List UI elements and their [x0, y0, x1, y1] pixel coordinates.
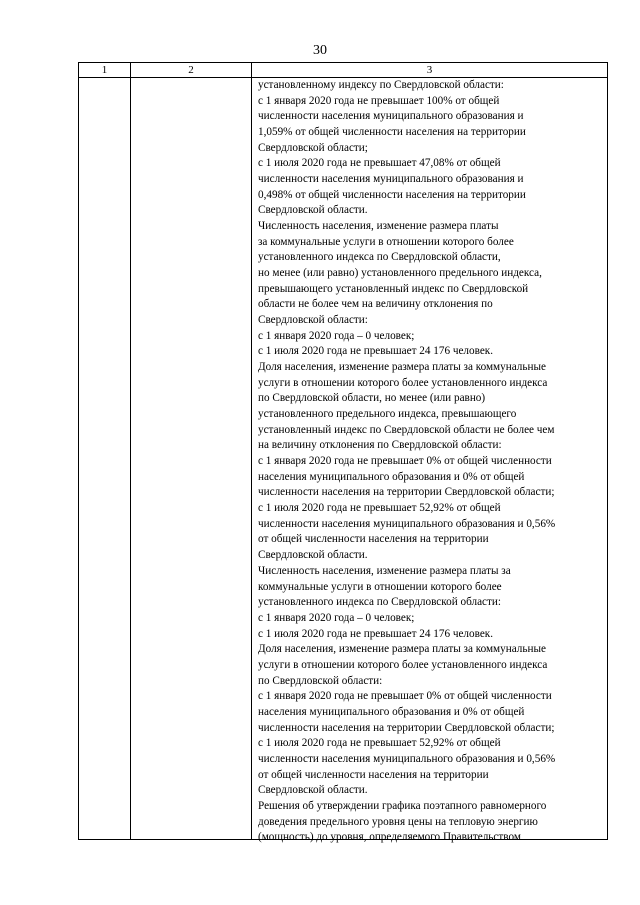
text-line: Свердловской области: — [258, 314, 368, 327]
text-line: с 1 июля 2020 года не превышает 24 176 человек. — [258, 345, 494, 358]
text-line: услуги в отношении которого более установленного индекса — [258, 376, 548, 389]
text-line: с 1 января 2020 года не превышает 100% от общей — [258, 94, 500, 107]
text-line: с 1 июля 2020 года не превышает 24 176 человек. — [258, 627, 494, 640]
text-line: коммунальные услуги в отношении которого более — [258, 580, 502, 593]
text-line: Численность населения, изменение размера платы — [258, 220, 499, 233]
text-line: Доля населения, изменение размера платы за коммунальные — [258, 643, 546, 656]
text-line: с 1 января 2020 года – 0 человек; — [258, 611, 415, 624]
text-line: населения муниципального образования и 0% от общей — [258, 470, 525, 483]
text-line: Численность населения, изменение размера платы за — [258, 564, 511, 577]
column-header-2: 2 — [188, 64, 194, 76]
text-line: с 1 июля 2020 года не превышает 52,92% от общей — [258, 737, 501, 750]
text-line: Свердловской области; — [258, 141, 368, 154]
text-line: (мощность) до уровня, определяемого Правительством — [258, 831, 521, 844]
text-line: области не более чем на величину отклонения по — [258, 298, 493, 311]
text-line: по Свердловской области, но менее (или равно) — [258, 392, 486, 405]
text-line: 0,498% от общей численности населения на территории — [258, 188, 526, 201]
text-line: с 1 января 2020 года не превышает 0% от общей численности — [258, 455, 552, 468]
text-line: превышающего установленный индекс по Свердловской — [258, 282, 529, 295]
text-line: Свердловской области. — [258, 549, 368, 562]
text-line: установленный индекс по Свердловской области не более чем — [258, 423, 555, 436]
text-line: по Свердловской области: — [258, 674, 383, 687]
text-line: с 1 июля 2020 года не превышает 52,92% от общей — [258, 502, 501, 515]
text-line: установленного индекса по Свердловской области: — [258, 596, 502, 609]
column-3-text — [258, 78, 608, 846]
text-line: населения муниципального образования и 0% от общей — [258, 705, 525, 718]
text-line: Свердловской области. — [258, 204, 368, 217]
text-line: доведения предельного уровня цены на тепловую энергию — [258, 815, 538, 828]
text-line: с 1 января 2020 года – 0 человек; — [258, 329, 415, 342]
text-line: Свердловской области. — [258, 784, 368, 797]
text-line: численности населения муниципального образования и — [258, 173, 524, 186]
text-line: 1,059% от общей численности населения на территории — [258, 126, 526, 139]
text-line: Доля населения, изменение размера платы за коммунальные — [258, 361, 546, 374]
page-number: 30 — [313, 43, 327, 58]
document-table — [78, 62, 608, 844]
text-line: от общей численности населения на территории — [258, 768, 489, 781]
column-divider-1 — [130, 63, 131, 839]
text-line: от общей численности населения на территории — [258, 533, 489, 546]
text-line: Решения об утверждении графика поэтапного равномерного — [258, 799, 547, 812]
text-line: услуги в отношении которого более установленного индекса — [258, 658, 548, 671]
text-line: установленного предельного индекса, превышающего — [258, 408, 517, 421]
text-line: на величину отклонения по Свердловской области: — [258, 439, 502, 452]
column-header-3: 3 — [426, 64, 433, 76]
text-line: численности населения муниципального образования и 0,56% — [258, 752, 556, 765]
text-line: с 1 января 2020 года не превышает 0% от общей численности — [258, 690, 552, 703]
column-divider-2 — [251, 63, 252, 839]
text-line: за коммунальные услуги в отношении которого более — [258, 235, 514, 248]
column-header-1: 1 — [101, 64, 108, 76]
text-line: численности населения муниципального образования и 0,56% — [258, 517, 556, 530]
text-line: численности населения на территории Свердловской области; — [258, 486, 555, 499]
text-line: установленному индексу по Свердловской области: — [258, 79, 504, 91]
text-line: установленного индекса по Свердловской области, — [258, 251, 501, 264]
text-line: с 1 июля 2020 года не превышает 47,08% от общей — [258, 157, 501, 170]
text-line: численности населения муниципального образования и — [258, 110, 524, 123]
text-line: численности населения на территории Свердловской области; — [258, 721, 555, 734]
text-line: но менее (или равно) установленного предельного индекса, — [258, 267, 542, 280]
table-header-row — [79, 63, 607, 78]
